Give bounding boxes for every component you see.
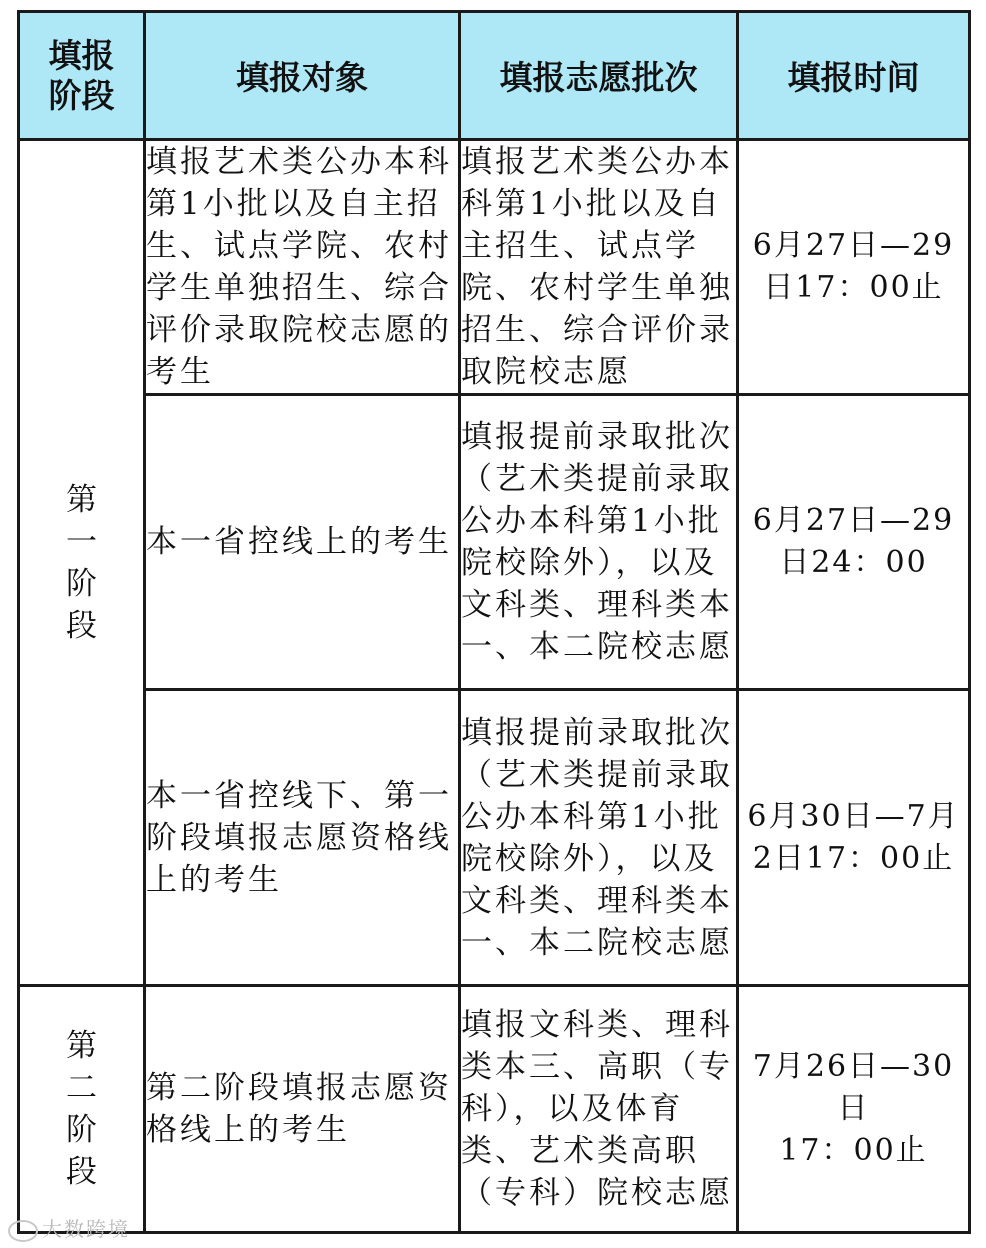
stage2-char: 第: [66, 1028, 97, 1064]
batch-cell: 填报文科类、理科类本三、高职（专科），以及体育类、艺术类高职（专科）院校志愿: [460, 986, 738, 1233]
batch-cell: 填报艺术类公办本科第1小批以及自主招生、试点学院、农村学生单独招生、综合评价录取院校志愿: [460, 140, 738, 395]
batch-cell: 填报提前录取批次（艺术类提前录取公办本科第1小批院校除外），以及文科类、理科类本一、本二院校志愿: [460, 395, 738, 690]
target-cell: 填报艺术类公办本科第1小批以及自主招生、试点学院、农村学生单独招生、综合评价录取院校志愿的考生: [145, 140, 460, 395]
time-line1: 6月27日—29: [752, 503, 955, 538]
target-cell: 本一省控线下、第一阶段填报志愿资格线上的考生: [145, 690, 460, 986]
header-batch: 填报志愿批次: [460, 12, 738, 140]
stage1-cell: [19, 140, 145, 986]
time-line1: 6月27日—29: [752, 228, 955, 263]
stage2-char: 阶: [66, 1112, 97, 1148]
header-stage: [19, 12, 145, 140]
time-cell: [738, 140, 970, 395]
table-row: [19, 690, 970, 986]
stage1-char: 一: [66, 523, 97, 560]
stage1-char: 第: [66, 481, 97, 518]
target-cell: 本一省控线上的考生: [145, 395, 460, 690]
time-line2: 2日17：00止: [752, 840, 955, 876]
stage2-char: 段: [66, 1154, 97, 1190]
batch-cell: 填报提前录取批次（艺术类提前录取公办本科第1小批院校除外），以及文科类、理科类本一、本二院校志愿: [460, 690, 738, 986]
stage1-char: 段: [66, 607, 97, 644]
watermark-logo-icon: [8, 1220, 38, 1242]
time-line2: 日17：00止: [763, 270, 944, 305]
time-cell: [738, 690, 970, 986]
target-cell: 第二阶段填报志愿资格线上的考生: [145, 986, 460, 1233]
time-cell: [738, 395, 970, 690]
header-target: 填报对象: [145, 12, 460, 140]
stage2-char: 二: [66, 1070, 97, 1106]
table-row: [19, 986, 970, 1233]
time-line2: 17：00止: [779, 1133, 928, 1168]
watermark: [8, 1213, 130, 1242]
time-line1: 6月30日—7月: [747, 798, 960, 834]
table-row: [19, 140, 970, 395]
stage2-cell: [19, 986, 145, 1233]
time-line2: 日24：00: [779, 545, 928, 580]
time-cell: [738, 986, 970, 1233]
enrollment-schedule-table: [17, 10, 971, 1234]
watermark-text: 大数跨境: [42, 1217, 130, 1241]
stage1-char: 阶: [66, 565, 97, 602]
header-stage-line2: 阶段: [48, 75, 115, 115]
header-stage-line1: 填报: [48, 35, 115, 75]
header-time: 填报时间: [738, 12, 970, 140]
time-line1: 7月26日—30日: [752, 1049, 955, 1126]
header-row: [19, 12, 970, 140]
table-row: [19, 395, 970, 690]
